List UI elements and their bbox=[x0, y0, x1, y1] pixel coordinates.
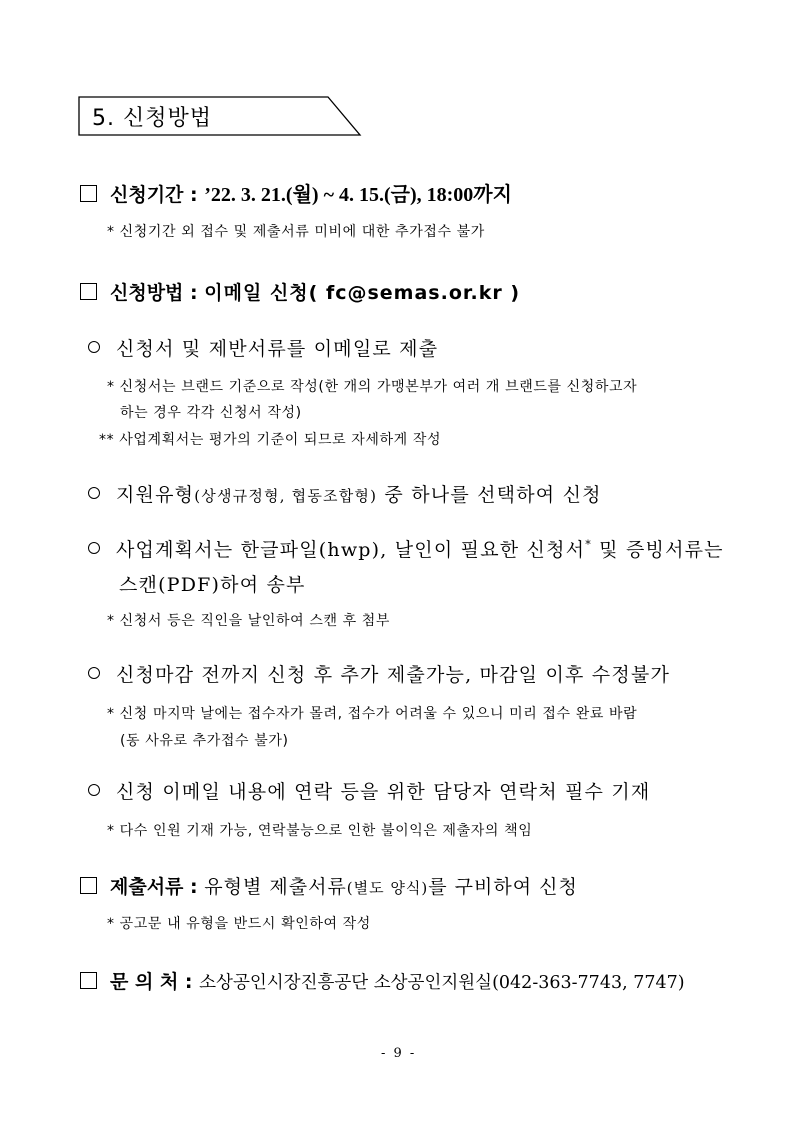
period-row bbox=[80, 178, 512, 207]
method-value: 이메일 신청( fc@semas.or.kr ) bbox=[204, 282, 521, 304]
documents-row bbox=[80, 872, 578, 899]
checkbox-square-icon bbox=[80, 877, 97, 894]
period-note: * 신청기간 외 접수 및 제출서류 미비에 대한 추가접수 불가 bbox=[107, 224, 485, 240]
method-row bbox=[80, 278, 520, 305]
method-item-1-note-1: * 신청서는 브랜드 기준으로 작성(한 개의 가맹본부가 여러 개 브랜드를 신청하고자 bbox=[107, 379, 638, 395]
documents-value: 유형별 제출서류(별도 양식)를 구비하여 신청 bbox=[204, 876, 578, 898]
method-item-3: 사업계획서는 한글파일(hwp), 날인이 필요한 신청서* 및 증빙서류는 bbox=[88, 535, 724, 562]
contact-label: 문 의 처 : bbox=[110, 971, 193, 993]
circle-bullet-icon bbox=[88, 341, 100, 353]
circle-bullet-icon bbox=[88, 542, 100, 554]
method-item-2: 지원유형(상생규정형, 협동조합형) 중 하나를 선택하여 신청 bbox=[88, 480, 602, 507]
checkbox-square-icon bbox=[80, 283, 97, 300]
method-item-4: 신청마감 전까지 신청 후 추가 제출가능, 마감일 이후 수정불가 bbox=[88, 660, 670, 687]
method-item-1: 신청서 및 제반서류를 이메일로 제출 bbox=[88, 334, 438, 361]
documents-note: * 공고문 내 유형을 반드시 확인하여 작성 bbox=[107, 916, 371, 932]
page-number: - 9 - bbox=[381, 1046, 417, 1061]
method-item-4-note-1: * 신청 마지막 날에는 접수자가 몰려, 접수가 어려울 수 있으니 미리 접수 완료 바람 bbox=[107, 706, 638, 722]
method-item-4-note-2: (동 사유로 추가접수 불가) bbox=[120, 733, 289, 749]
method-item-1-note-2: 하는 경우 각각 신청서 작성) bbox=[120, 405, 302, 421]
contact-row bbox=[80, 967, 685, 994]
method-item-3-line-2: 스캔(PDF)하여 송부 bbox=[119, 574, 306, 596]
documents-label: 제출서류 : bbox=[110, 876, 198, 898]
method-item-1-note-3: ** 사업계획서는 평가의 기준이 되므로 자세하게 작성 bbox=[99, 432, 442, 448]
method-item-3-note: * 신청서 등은 직인을 날인하여 스캔 후 첨부 bbox=[107, 613, 391, 629]
checkbox-square-icon bbox=[80, 185, 97, 202]
period-label: 신청기간 : bbox=[110, 184, 198, 206]
circle-bullet-icon bbox=[88, 667, 100, 679]
circle-bullet-icon bbox=[88, 487, 100, 499]
method-item-5: 신청 이메일 내용에 연락 등을 위한 담당자 연락처 필수 기재 bbox=[88, 777, 650, 804]
period-value: ’22. 3. 21.(월) ~ 4. 15.(금), 18:00까지 bbox=[204, 184, 512, 206]
checkbox-square-icon bbox=[80, 972, 97, 989]
section-title: 5. 신청방법 bbox=[92, 106, 213, 131]
contact-value: 소상공인시장진흥공단 소상공인지원실(042-363-7743, 7747) bbox=[199, 973, 685, 993]
method-label: 신청방법 : bbox=[110, 282, 198, 304]
circle-bullet-icon bbox=[88, 784, 100, 796]
method-item-5-note: * 다수 인원 기재 가능, 연락불능으로 인한 불이익은 제출자의 책임 bbox=[107, 823, 533, 839]
